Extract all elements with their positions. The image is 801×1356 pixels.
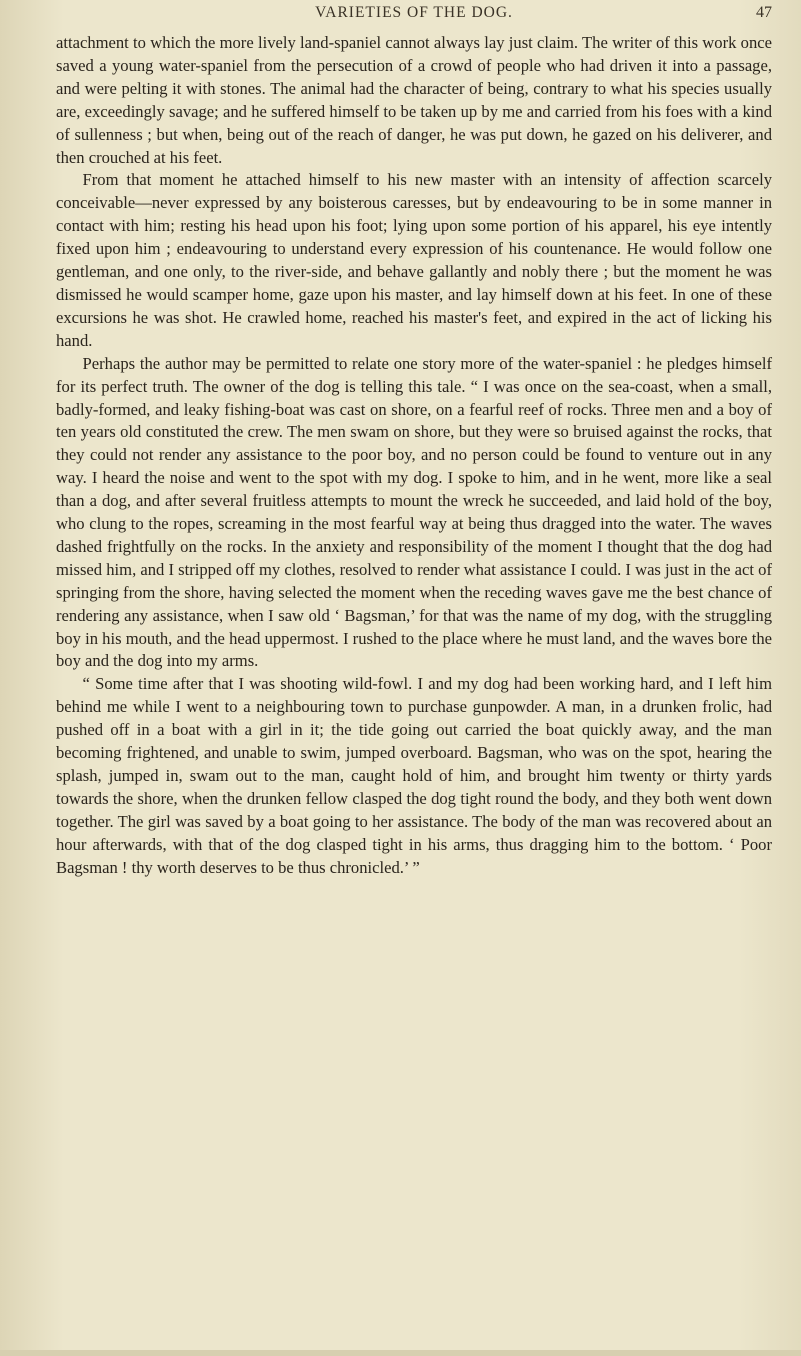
page-header	[56, 4, 772, 32]
paragraph: Perhaps the author may be permitted to relate one story more of the water-spaniel : he pledges himself for its perfect truth. The owner of the dog is telling this tale. “ I was once on the sea-coast, when a small, badly-formed, and leaky fishing-boat was cast on shore, on a fearful reef of rocks. Three men and a boy of ten years old constituted the crew. The men swam on shore, but they were so bruised against the rocks, that they could not render any assistance to the poor boy, and no person could be found to venture out in any way. I heard the noise and went to the spot with my dog. I spoke to him, and in he went, more like a seal than a dog, and after several fruitless attempts to mount the wreck he succeeded, and laid hold of the boy, who clung to the ropes, screaming in the most fearful way at being thus dragged into the water. The waves dashed frightfully on the rocks. In the anxiety and responsibility of the moment I thought that the dog had missed him, and I stripped off my clothes, resolved to render what assistance I could. I was just in the act of springing from the shore, having selected the moment when the receding waves gave me the best chance of rendering any assistance, when I saw old ‘ Bagsman,’ for that was the name of my dog, with the struggling boy in his mouth, and the head uppermost. I rushed to the place where he must land, and the waves bore the boy and the dog into my arms.	[56, 353, 772, 671]
paragraph: From that moment he attached himself to his new master with an intensity of affection scarcely conceivable—never expressed by any boisterous caresses, but by endeavouring to be in some manner in contact with him; resting his head upon his foot; lying upon some portion of his apparel, his eye intently fixed upon him ; endeavouring to understand every expression of his countenance. He would follow one gentleman, and one only, to the river-side, and behave gallantly and nobly there ; but the moment he was dismissed he would scamper home, gaze upon his master, and lay himself down at his feet. In one of these excursions he was shot. He crawled home, reached his master's feet, and expired in the act of licking his hand.	[56, 170, 772, 350]
paragraph-continued: attachment to which the more lively land-spaniel cannot always lay just claim. The writer of this work once saved a young water-spaniel from the persecution of a crowd of people who had driven it into a passage, and were pelting it with stones. The animal had the character of being, contrary to what his species usually are, exceedingly savage; and he suffered himself to be taken up by me and carried from his foes with a kind of sullenness ; but when, being out of the reach of danger, he was put down, he gazed on his deliverer, and then crouched at his feet.	[56, 33, 772, 167]
page-edge	[0, 1350, 801, 1356]
running-head: VARIETIES OF THE DOG.	[315, 4, 513, 21]
page-number: 47	[756, 4, 772, 21]
body-text	[56, 32, 772, 880]
paragraph: “ Some time after that I was shooting wild-fowl. I and my dog had been working hard, and I left him behind me while I went to a neighbouring town to purchase gunpowder. A man, in a drunken frolic, had pushed off in a boat with a girl in it; the tide going out carried the boat quickly away, and the man becoming frightened, and unable to swim, jumped overboard. Bagsman, who was on the spot, hearing the splash, jumped in, swam out to the man, caught hold of him, and brought him twenty or thirty yards towards the shore, when the drunken fellow clasped the dog tight round the body, and they both went down together. The girl was saved by a boat going to her assistance. The body of the man was recovered about an hour afterwards, with that of the dog clasped tight in his arms, thus dragging him to the bottom. ‘ Poor Bagsman ! thy worth deserves to be thus chronicled.’ ”	[56, 674, 772, 877]
